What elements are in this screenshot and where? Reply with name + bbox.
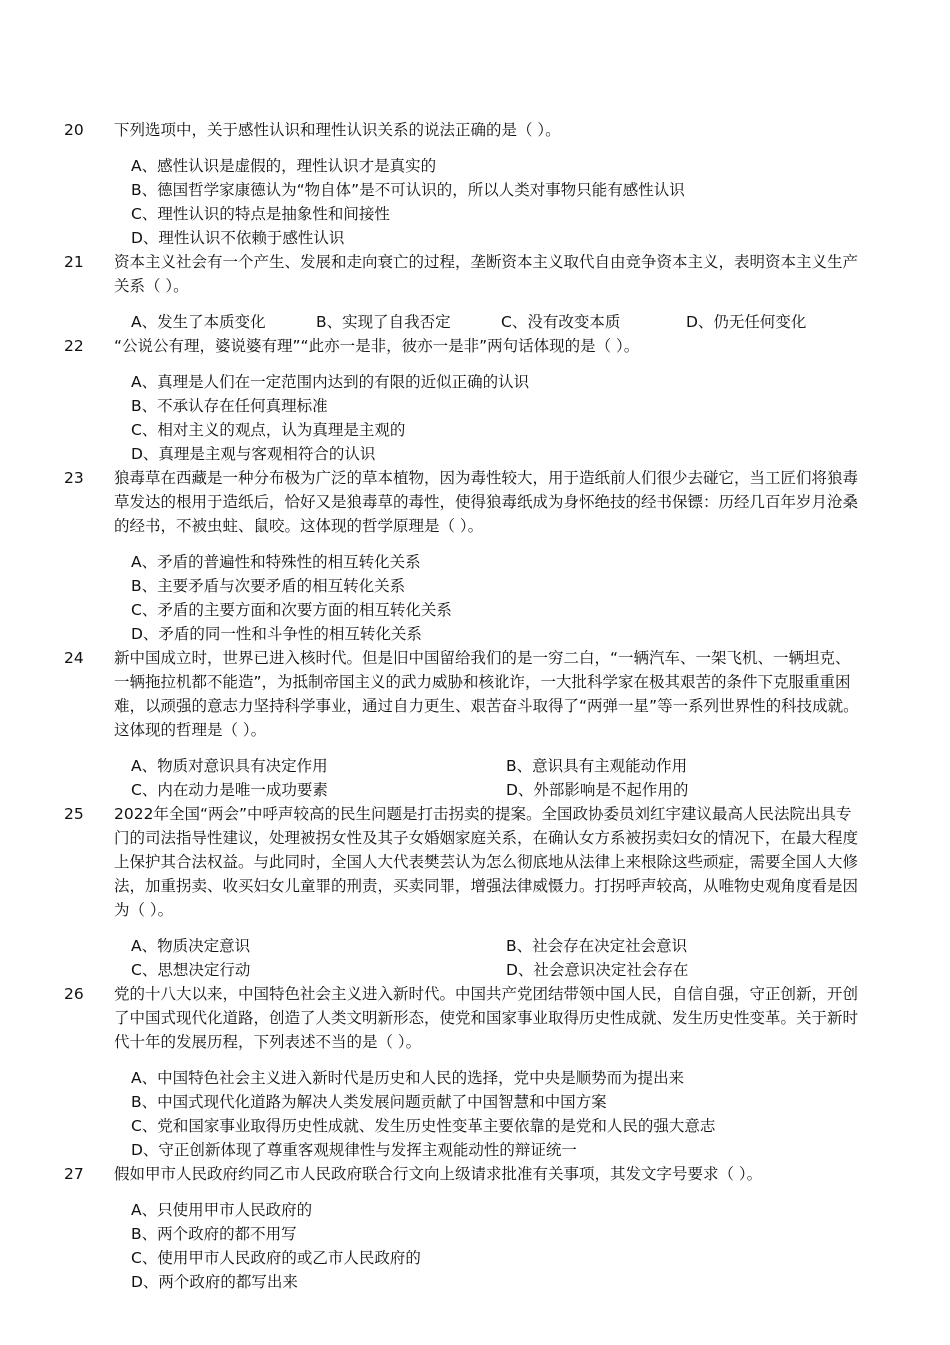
option-c: C、思想决定行动 (131, 961, 251, 979)
question-number: 21 (64, 253, 84, 271)
option-b: B、中国式现代化道路为解决人类发展问题贡献了中国智慧和中国方案 (131, 1093, 607, 1111)
option-c: C、理性认识的特点是抽象性和间接性 (131, 205, 390, 223)
question-text: 资本主义社会有一个产生、发展和走向衰亡的过程，垄断资本主义取代自由竞争资本主义，表明资本主义生产关系（ ）。 (114, 253, 859, 295)
question-number: 22 (64, 337, 84, 355)
question-text: 狼毒草在西藏是一种分布极为广泛的草本植物，因为毒性较大，用于造纸前人们很少去碰它，当工匠们将狼毒草发达的根用于造纸后，恰好又是狼毒草的毒性，使得狼毒纸成为身怀绝技的经书保镖：历经几百年岁月沧桑的经书，不被虫蛀、鼠咬。这体现的哲学原理是（ ）。 (114, 469, 859, 535)
option-a: A、矛盾的普遍性和特殊性的相互转化关系 (131, 553, 421, 571)
option-d: D、社会意识决定社会存在 (506, 961, 689, 979)
option-c: C、相对主义的观点，认为真理是主观的 (131, 421, 406, 439)
question-text: “公说公有理，婆说婆有理”“此亦一是非，彼亦一是非”两句话体现的是（ ）。 (114, 337, 640, 355)
option-a: A、只使用甲市人民政府的 (131, 1201, 313, 1219)
option-d: D、外部影响是不起作用的 (506, 781, 689, 799)
option-b: B、德国哲学家康德认为“物自体”是不可认识的，所以人类对事物只能有感性认识 (131, 181, 685, 199)
option-b: B、意识具有主观能动作用 (506, 757, 688, 775)
options (131, 1198, 871, 1294)
option-a: A、发生了本质变化 (131, 313, 266, 331)
option-a: A、感性认识是虚假的，理性认识才是真实的 (131, 157, 437, 175)
options (131, 154, 871, 250)
option-b: B、实现了自我否定 (316, 313, 451, 331)
options (131, 550, 871, 646)
options (131, 310, 871, 334)
option-d: D、两个政府的都写出来 (131, 1273, 298, 1291)
option-c: C、矛盾的主要方面和次要方面的相互转化关系 (131, 601, 452, 619)
option-c: C、内在动力是唯一成功要素 (131, 781, 328, 799)
option-a: A、物质决定意识 (131, 937, 251, 955)
option-b: B、不承认存在任何真理标准 (131, 397, 328, 415)
option-d: D、理性认识不依赖于感性认识 (131, 229, 345, 247)
options (131, 370, 871, 466)
option-d: D、真理是主观与客观相符合的认识 (131, 445, 376, 463)
question-number: 20 (64, 121, 84, 139)
options (131, 1066, 871, 1162)
question-text: 假如甲市人民政府约同乙市人民政府联合行文向上级请求批准有关事项，其发文字号要求（ ）。 (114, 1165, 763, 1183)
question-number: 23 (64, 469, 84, 487)
options (131, 754, 871, 802)
option-a: A、真理是人们在一定范围内达到的有限的近似正确的认识 (131, 373, 530, 391)
option-d: D、矛盾的同一性和斗争性的相互转化关系 (131, 625, 422, 643)
option-a: A、物质对意识具有决定作用 (131, 757, 328, 775)
question-text: 下列选项中，关于感性认识和理性认识关系的说法正确的是（ ）。 (114, 121, 561, 139)
option-b: B、主要矛盾与次要矛盾的相互转化关系 (131, 577, 406, 595)
option-a: A、中国特色社会主义进入新时代是历史和人民的选择，党中央是顺势而为提出来 (131, 1069, 685, 1087)
option-c: C、党和国家事业取得历史性成就、发生历史性变革主要依靠的是党和人民的强大意志 (131, 1117, 716, 1135)
options (131, 934, 871, 982)
question-text: 党的十八大以来，中国特色社会主义进入新时代。中国共产党团结带领中国人民，自信自强，守正创新，开创了中国式现代化道路，创造了人类文明新形态，使党和国家事业取得历史性成就、发生历史性变革。关于新时代十年的发展历程，下列表述不当的是（ ）。 (114, 985, 859, 1051)
question-number: 27 (64, 1165, 84, 1183)
option-b: B、两个政府的都不用写 (131, 1225, 297, 1243)
question-text: 新中国成立时，世界已进入核时代。但是旧中国留给我们的是一穷二白，“一辆汽车、一架飞机、一辆坦克、一辆拖拉机都不能造”，为抵制帝国主义的武力威胁和核讹诈，一大批科学家在极其艰苦的条件下克服重重困难，以顽强的意志力坚持科学事业，通过自力更生、艰苦奋斗取得了“两弹一星”等一系列世界性的科技成就。这体现的哲理是（ ）。 (114, 649, 859, 739)
option-b: B、社会存在决定社会意识 (506, 937, 688, 955)
option-c: C、没有改变本质 (501, 313, 621, 331)
question-number: 26 (64, 985, 84, 1003)
question-number: 25 (64, 805, 84, 823)
question-text: 2022年全国“两会”中呼声较高的民生问题是打击拐卖的提案。全国政协委员刘红宇建议最高人民法院出具专门的司法指导性建议，处理被拐女性及其子女婚姻家庭关系，在确认女方系被拐卖妇女的情况下，在最大程度上保护其合法权益。与此同时，全国人大代表樊芸认为怎么彻底地从法律上来根除这些顽症，需要全国人大修法，加重拐卖、收买妇女儿童罪的刑责，买卖同罪，增强法律威慑力。打拐呼声较高，从唯物史观角度看是因为（ ）。 (114, 805, 859, 919)
option-d: D、守正创新体现了尊重客观规律性与发挥主观能动性的辩证统一 (131, 1141, 577, 1159)
option-d: D、仍无任何变化 (686, 313, 807, 331)
option-c: C、使用甲市人民政府的或乙市人民政府的 (131, 1249, 421, 1267)
question-number: 24 (64, 649, 84, 667)
